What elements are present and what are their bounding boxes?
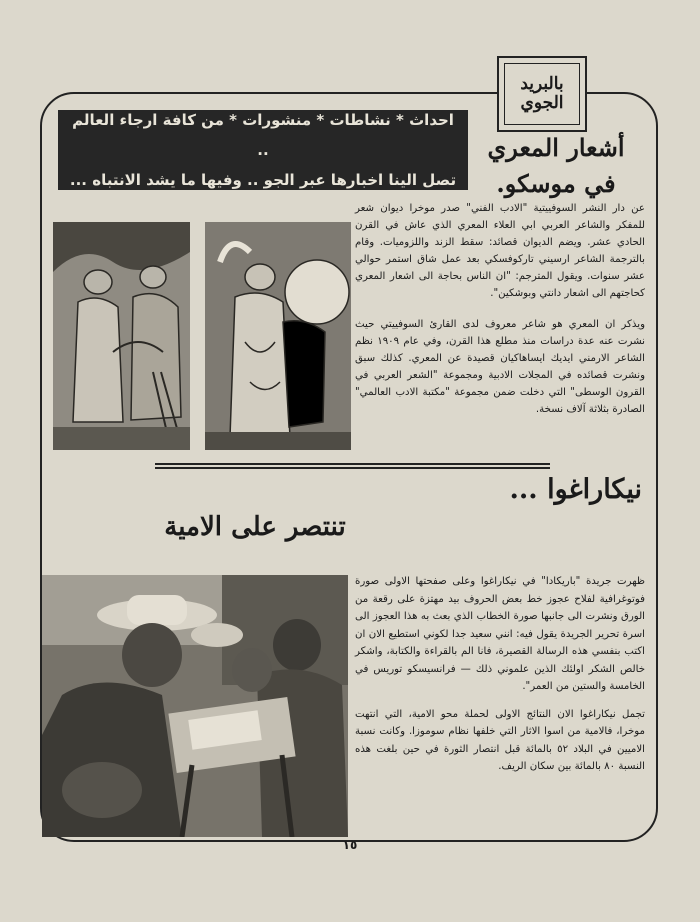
article-2-body [355,573,645,786]
article-1-paragraph-1: عن دار النشر السوفييتية "الادب الفني" صدر موخرا ديوان شعر للمفكر والشاعر العربي ابي العلاء المعري الذي عاش في القرن الحادي عشر. ويضم الديوان قصائد: سقط الزند واللزوميات. وقام بالترجمة الشاعر ارسيني تاركوفسكي بعد عمل شاق استمر حوالي عشر سنوات. ويقول المترجم: "ان الناس بحاجة الى اشعار المعري كحاجتهم الى اشعار دانتي وبوشكين". [355,203,645,299]
banner-line-2: تصل الينا اخبارها عبر الجو .. وفيها ما يشد الانتباه ... [69,171,457,189]
article-2-paragraph-2: تجمل نيكاراغوا الان النتائج الاولى لحملة محو الامية، التي انتهت موخرا، فالامية من اسوا الاثار التي خلفها نظام سوموزا. وكانت نسبة الاميين في البلاد ٥٢ بالمائة قبل انتصار الثورة في حين بلغت هذه النسبة ٨٠ بالمائة بين سكان الريف. [355,708,646,772]
article-1-headline-line-1: أشعار المعري [487,133,625,162]
masthead-logo [497,56,587,132]
manuscript-illustration-right [205,222,351,450]
page-number: ١٥ [342,838,358,852]
section-divider [155,463,550,469]
manuscript-illustration-left [53,222,190,450]
article-1-headline [470,130,642,202]
article-2-paragraph-1: ظهرت جريدة "باريكادا" في نيكاراغوا وعلى صفحتها الاولى صورة فوتوغرافية لفلاح عجوز خط بعض الحروف بيد مهتزة على رقعة من الورق ونشرت الى جانبها صورة الخطاب الذي بعث به هذا العجوز الى اسرة تحرير الجريدة يقول فيه: انني سعيد جدا لكوني استطيع الان ان اكتب بنفسي هذه الرسالة القصيرة، فانا الم بالقراءة والكتابة، واشكر خالص الشكر اولئك الذين علموني ذلك — فرانسيسكو توريس في الخامسة والستين من العمر". [355,576,645,692]
article-1-body [355,200,645,432]
section-banner [58,110,468,190]
masthead-label: بالبريد الجوي [504,63,580,125]
article-2-headline-part-2: تنتصر على الامية [164,512,346,542]
article-2-headline-part-1: نيكاراغوا ... [509,474,642,505]
banner-line-1: احداث * نشاطات * منشورات * من كافة ارجاء العالم .. [72,111,454,159]
article-1-paragraph-2: ويذكر ان المعري هو شاعر معروف لدى القارئ السوفييتي حيث نشرت عنه عدة دراسات منذ مطلع هذا القرن، وفي عام ١٩٠٩ نظم الشاعر الارمني ايديك ايساهاكيان قصيدة عن المعري. كذلك سبق ونشرت قصائده في المجلات الادبية ومجموعة "الشعر العربي في القرون الوسطى" التي دخلت ضمن مجموعة "مكتبة الادب العالمي" الصادرة بثلاثة آلاف نسخة. [355,319,645,415]
article-1-headline-line-2: في موسكو. [496,169,616,198]
literacy-class-photo [42,575,348,837]
